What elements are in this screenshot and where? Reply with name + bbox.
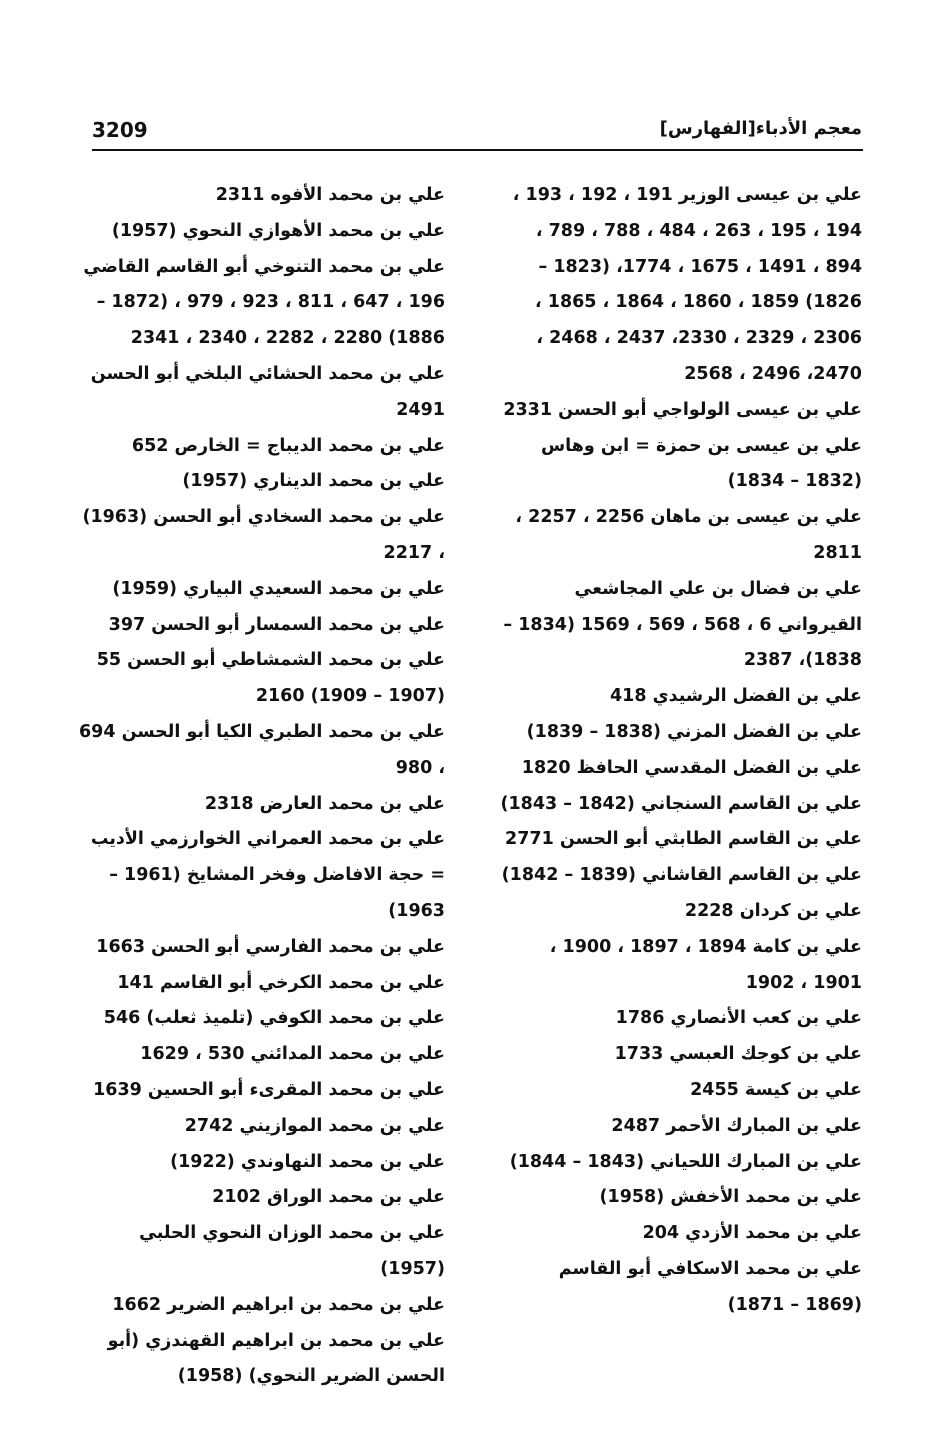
index-entry: علي بن كوجك العبسي 1733 — [614, 1044, 862, 1065]
index-entry: علي بن كامة 1894 ، 1897 ، 1900 ، 1901 ، 1902 — [549, 936, 862, 993]
index-entry: علي بن محمد الديباج = الخارص 652 — [131, 435, 445, 456]
index-entry: علي بن القاسم القاشاني (1839 – 1842) — [501, 865, 862, 886]
index-column-left — [73, 178, 445, 1395]
running-title: معجم الأدباء[الفهارس] — [659, 118, 862, 139]
index-entry: علي بن محمد الديناري (1957) — [182, 471, 445, 492]
index-entry: علي بن الفضل المقدسي الحافظ 1820 — [521, 757, 862, 778]
index-entry: علي بن محمد الأخفش (1958) — [599, 1187, 862, 1208]
index-entry: علي بن محمد الموازيني 2742 — [184, 1115, 445, 1136]
index-entry: علي بن محمد العارض 2318 — [204, 793, 445, 814]
index-entry: علي بن عيسى الولواجي أبو الحسن 2331 — [503, 399, 862, 420]
index-entry: علي بن محمد الوزان النحوي الحلبي (1957) — [139, 1223, 445, 1279]
index-entry: علي بن محمد المدائني 530 ، 1629 — [140, 1044, 445, 1065]
header-rule — [92, 149, 863, 151]
index-entry: علي بن محمد الكوفي (تلميذ ثعلب) 546 — [103, 1008, 445, 1029]
index-entry: علي بن محمد الأزدي 204 — [642, 1223, 862, 1244]
index-entry: علي بن عيسى بن حمزة = ابن وهاس (1832 – 1834) — [541, 435, 862, 492]
index-entry: علي بن محمد الطبري الكيا أبو الحسن 694 ، 980 — [78, 721, 445, 778]
index-entry: علي بن محمد الأهوازي النحوي (1957) — [111, 220, 445, 241]
index-entry: علي بن محمد العمراني الخوارزمي الأديب = حجة الافاضل وفخر المشايخ (1961 – 1963) — [90, 829, 445, 921]
index-entry: علي بن الفضل المزني (1838 – 1839) — [526, 721, 862, 742]
page-header — [92, 118, 862, 150]
index-entry: علي بن المبارك اللحياني (1843 – 1844) — [509, 1151, 862, 1172]
index-entry: علي بن عيسى الوزير 191 ، 192 ، 193 ، 194 ، 195 ، 263 ، 484 ، 788 ، 789 ، 894 ، 1491 ، 1675 ، 1774، (1823 – 1826) 1859 ، 1860 ، 1864 ، 1865 ، 2306 ، 2329 ، 2330، 2437 ، 2468 ، 2470، 2496 ، 2568 — [512, 185, 862, 384]
index-entry: علي بن فضال بن علي المجاشعي القيرواني 6 ، 568 ، 569 ، 1569 (1834 – 1838)، 2387 — [503, 578, 862, 671]
index-entry: علي بن محمد التنوخي أبو القاسم القاضي 196 ، 647 ، 811 ، 923 ، 979 ، (1872 – 1886) 2280 ، 2282 ، 2340 ، 2341 — [83, 256, 445, 349]
index-entry: علي بن الفضل الرشيدي 418 — [609, 686, 862, 707]
index-entry: علي بن كيسة 2455 — [690, 1079, 862, 1100]
index-entry: علي بن محمد النهاوندي (1922) — [170, 1151, 445, 1172]
index-entry: علي بن كردان 2228 — [684, 900, 862, 921]
index-entry: علي بن محمد الحشائي البلخي أبو الحسن 2491 — [90, 363, 445, 420]
index-column-right — [496, 178, 862, 1324]
index-entry: علي بن كعب الأنصاري 1786 — [615, 1008, 862, 1029]
index-entry: علي بن محمد السخادي أبو الحسن (1963) ، 2217 — [82, 507, 445, 563]
index-entry: علي بن محمد بن ابراهيم القهندزي (أبو الحسن الضرير النحوي) (1958) — [107, 1330, 445, 1387]
index-entry: علي بن محمد السعيدي البياري (1959) — [112, 578, 445, 599]
index-entry: علي بن محمد الوراق 2102 — [212, 1187, 445, 1208]
index-entry: علي بن القاسم الطابثي أبو الحسن 2771 — [505, 829, 862, 850]
index-entry: علي بن محمد الشمشاطي أبو الحسن 55 (1907 – 1909) 2160 — [96, 650, 445, 707]
index-entry: علي بن القاسم السنجاني (1842 – 1843) — [500, 793, 862, 814]
index-entry: علي بن محمد الفارسي أبو الحسن 1663 — [96, 936, 445, 957]
page-number: 3209 — [92, 118, 148, 142]
index-entry: علي بن محمد الاسكافي أبو القاسم (1869 – 1871) — [558, 1258, 862, 1315]
index-entry: علي بن المبارك الأحمر 2487 — [611, 1115, 862, 1136]
index-entry: علي بن محمد المقرىء أبو الحسين 1639 — [93, 1079, 445, 1100]
index-entry: علي بن محمد الأفوه 2311 — [215, 185, 445, 205]
index-entry: علي بن عيسى بن ماهان 2256 ، 2257 ، 2811 — [515, 507, 862, 563]
index-entry: علي بن محمد السمسار أبو الحسن 397 — [108, 614, 445, 635]
index-entry: علي بن محمد الكرخي أبو القاسم 141 — [117, 972, 445, 993]
index-entry: علي بن محمد بن ابراهيم الضرير 1662 — [112, 1294, 445, 1315]
